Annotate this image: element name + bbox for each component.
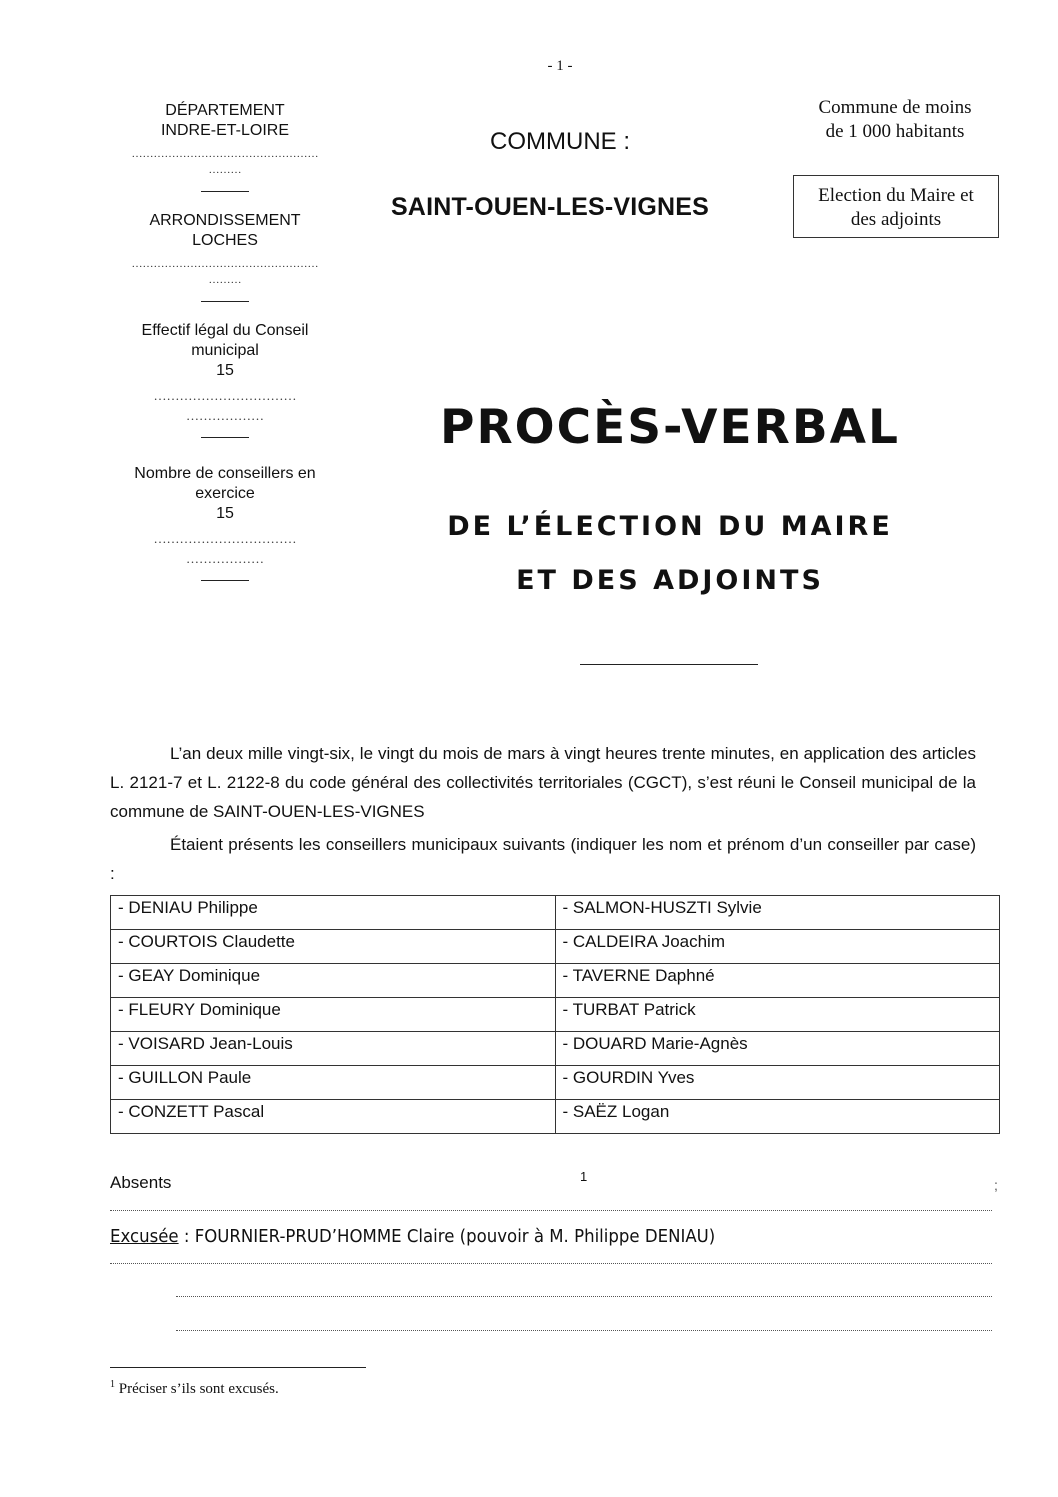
effectif-label: Effectif légal du Conseil [141,322,309,339]
title-rule [580,664,758,665]
dotted-line: …………………………… [153,532,297,546]
commune-label: COMMUNE : [490,128,630,155]
dotted-line: ……… [208,164,242,176]
department-block [105,101,345,192]
exercice-block [105,464,345,581]
member-cell: - TAVERNE Daphné [555,964,1000,998]
member-cell: - SALMON-HUSZTI Sylvie [555,896,1000,930]
intro-paragraph: L’an deux mille vingt-six, le vingt du mois de mars à vingt heures trente minutes, en application des articles L. 2121-7 et L. 2122-8 du code général des collectivités territoriales (CGCT), s’est réuni le Conseil municipal de la commune de SAINT-OUEN-LES-VIGNES [110,744,976,821]
exercice-label: Nombre de conseillers en [134,465,316,482]
excusee-line [110,1226,929,1247]
separator-rule [201,191,249,192]
dotted-line [176,1330,992,1331]
member-cell: - GEAY Dominique [111,964,556,998]
document-subtitle [380,500,960,608]
commune-size-note [790,96,1000,144]
excusee-separator: : [178,1226,195,1247]
dotted-line: ……………… [186,552,264,566]
election-box-line2: des adjoints [850,209,942,230]
dotted-line [110,1263,992,1264]
footnote [110,1379,279,1398]
member-row [111,1066,1000,1100]
member-row [111,896,1000,930]
effectif-value: 15 [216,362,234,379]
arrondissement-block [105,211,345,302]
arrondissement-label: ARRONDISSEMENT [149,212,301,229]
dotted-line: ……… [208,274,242,286]
exercice-label-line2: exercice [195,485,255,502]
member-cell: - DENIAU Philippe [111,896,556,930]
member-cell: - CONZETT Pascal [111,1100,556,1134]
absents-trailing: ; [994,1177,998,1193]
exercice-value: 15 [216,505,234,522]
absents-label: Absents [110,1173,172,1192]
effectif-block [105,321,345,438]
document-title: PROCÈS-VERBAL [440,400,900,455]
present-paragraph: Étaient présents les conseillers municipaux suivants (indiquer les nom et prénom d’un conseiller par case) : [110,835,976,883]
member-cell: - GUILLON Paule [111,1066,556,1100]
dotted-line [176,1296,992,1297]
election-box-line1: Election du Maire et [818,185,974,206]
commune-size-note-line2: de 1 000 habitants [825,121,965,142]
member-row [111,1032,1000,1066]
footnote-number: 1 [110,1379,115,1390]
commune-name: SAINT-OUEN-LES-VIGNES [390,193,710,221]
department-value: INDRE-ET-LOIRE [160,122,289,139]
member-cell: - VOISARD Jean-Louis [111,1032,556,1066]
department-label: DÉPARTEMENT [165,102,285,119]
election-box [793,175,999,238]
footnote-text: Préciser s’ils sont excusés. [115,1381,279,1397]
effectif-label-line2: municipal [191,342,259,359]
excusee-label: Excusée [110,1226,179,1247]
dotted-line: …………………………………………… [131,258,319,270]
arrondissement-value: LOCHES [192,232,258,249]
dotted-line: ……………… [186,409,264,423]
member-row [111,1100,1000,1134]
footnote-rule [110,1367,366,1368]
dotted-line: …………………………… [153,389,297,403]
member-cell: - GOURDIN Yves [555,1066,1000,1100]
member-cell: - SAËZ Logan [555,1100,1000,1134]
absents-line [110,1169,1000,1193]
member-row [111,964,1000,998]
member-cell: - DOUARD Marie-Agnès [555,1032,1000,1066]
commune-size-note-line1: Commune de moins [818,97,972,118]
member-cell: - FLEURY Dominique [111,998,556,1032]
excusee-text: FOURNIER-PRUD’HOMME Claire (pouvoir à M. Philippe DENIAU) [194,1226,716,1247]
footnote-ref: 1 [580,1169,588,1184]
separator-rule [201,301,249,302]
subtitle-line2: ET DES ADJOINTS [516,565,824,596]
member-cell: - TURBAT Patrick [555,998,1000,1032]
members-table [110,895,1000,1134]
subtitle-line1: DE L’ÉLECTION DU MAIRE [447,511,893,542]
page-number: - 1 - [547,58,573,74]
separator-rule [201,580,249,581]
member-row [111,930,1000,964]
dotted-line: …………………………………………… [131,148,319,160]
member-cell: - CALDEIRA Joachim [555,930,1000,964]
member-row [111,998,1000,1032]
member-cell: - COURTOIS Claudette [111,930,556,964]
dotted-line [110,1210,992,1211]
separator-rule [201,437,249,438]
